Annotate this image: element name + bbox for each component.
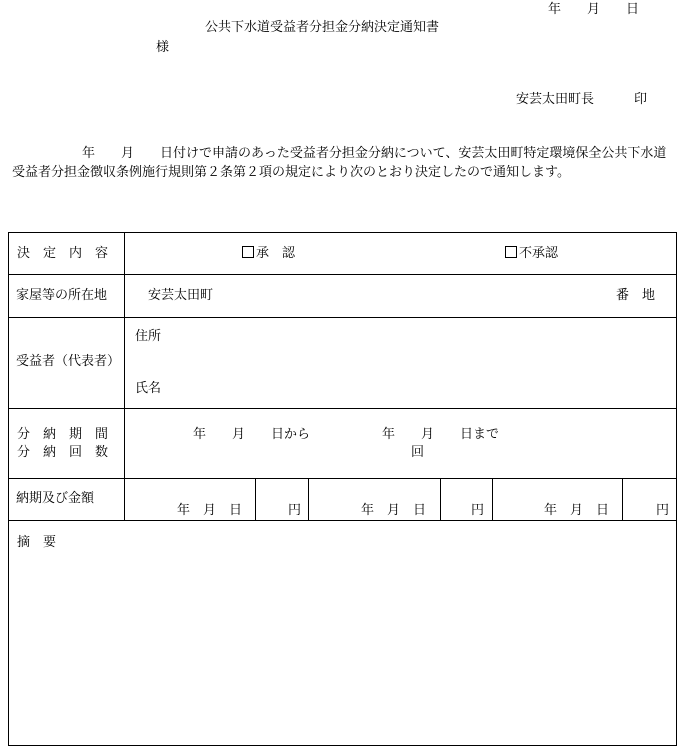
payment-yen-3: 円 [656, 503, 670, 518]
payment-cell-divider [492, 478, 493, 521]
name-label: 氏名 [135, 381, 162, 396]
period-from: 年 月 日から [193, 427, 311, 442]
payment-cell-divider [622, 478, 623, 521]
approve-option[interactable] [242, 246, 295, 262]
reject-checkbox[interactable] [505, 246, 517, 258]
location-lot: 番 地 [616, 288, 656, 303]
notice-body-text: 年 月 日付けで申請のあった受益者分担金分納について、安芸太田町特定環境保全公共下水道受益者分担金徴収条例施行規則第２条第２項の規定により次のとおり決定したので通知します。 [12, 146, 667, 180]
period-label: 分 納 期 間 [17, 427, 109, 442]
decision-label: 決 定 内 容 [17, 246, 109, 261]
payment-yen-2: 円 [471, 503, 485, 518]
approve-label: 承 認 [256, 246, 296, 261]
table-row-divider [8, 478, 677, 479]
table-border-bottom [8, 745, 677, 746]
reject-label: 不承認 [519, 246, 559, 261]
approve-checkbox[interactable] [242, 246, 254, 258]
reject-option[interactable] [505, 246, 558, 262]
address-label: 住所 [135, 329, 162, 344]
remarks-label: 摘 要 [17, 535, 57, 550]
table-row-divider [8, 274, 677, 275]
notice-date: 年 月 日 [548, 2, 640, 17]
installment-count: 回 [411, 445, 425, 460]
table-row-divider [8, 408, 677, 409]
period-to: 年 月 日まで [382, 427, 500, 442]
payment-cell-divider [440, 478, 441, 521]
table-row-divider [8, 520, 677, 521]
issuer-name: 安芸太田町長 [516, 92, 595, 107]
payment-cell-divider [255, 478, 256, 521]
location-town: 安芸太田町 [148, 288, 214, 303]
addressee-suffix: 様 [156, 40, 170, 55]
table-border-top [8, 232, 677, 233]
page-title: 公共下水道受益者分担金分納決定通知書 [205, 20, 440, 35]
table-border-left [8, 232, 9, 746]
location-label: 家屋等の所在地 [16, 288, 108, 303]
seal-mark: 印 [634, 92, 648, 107]
notice-body [12, 144, 672, 182]
table-row-divider [8, 317, 677, 318]
payment-yen-1: 円 [288, 503, 302, 518]
payment-date-2: 年 月 日 [361, 503, 427, 518]
payment-date-3: 年 月 日 [544, 503, 610, 518]
count-label: 分 納 回 数 [17, 445, 109, 460]
payments-label: 納期及び金額 [16, 491, 95, 506]
table-border-right [676, 232, 677, 746]
payment-cell-divider [308, 478, 309, 521]
table-label-divider [124, 232, 125, 521]
payment-date-1: 年 月 日 [177, 503, 243, 518]
beneficiary-label: 受益者（代表者） [16, 354, 121, 369]
